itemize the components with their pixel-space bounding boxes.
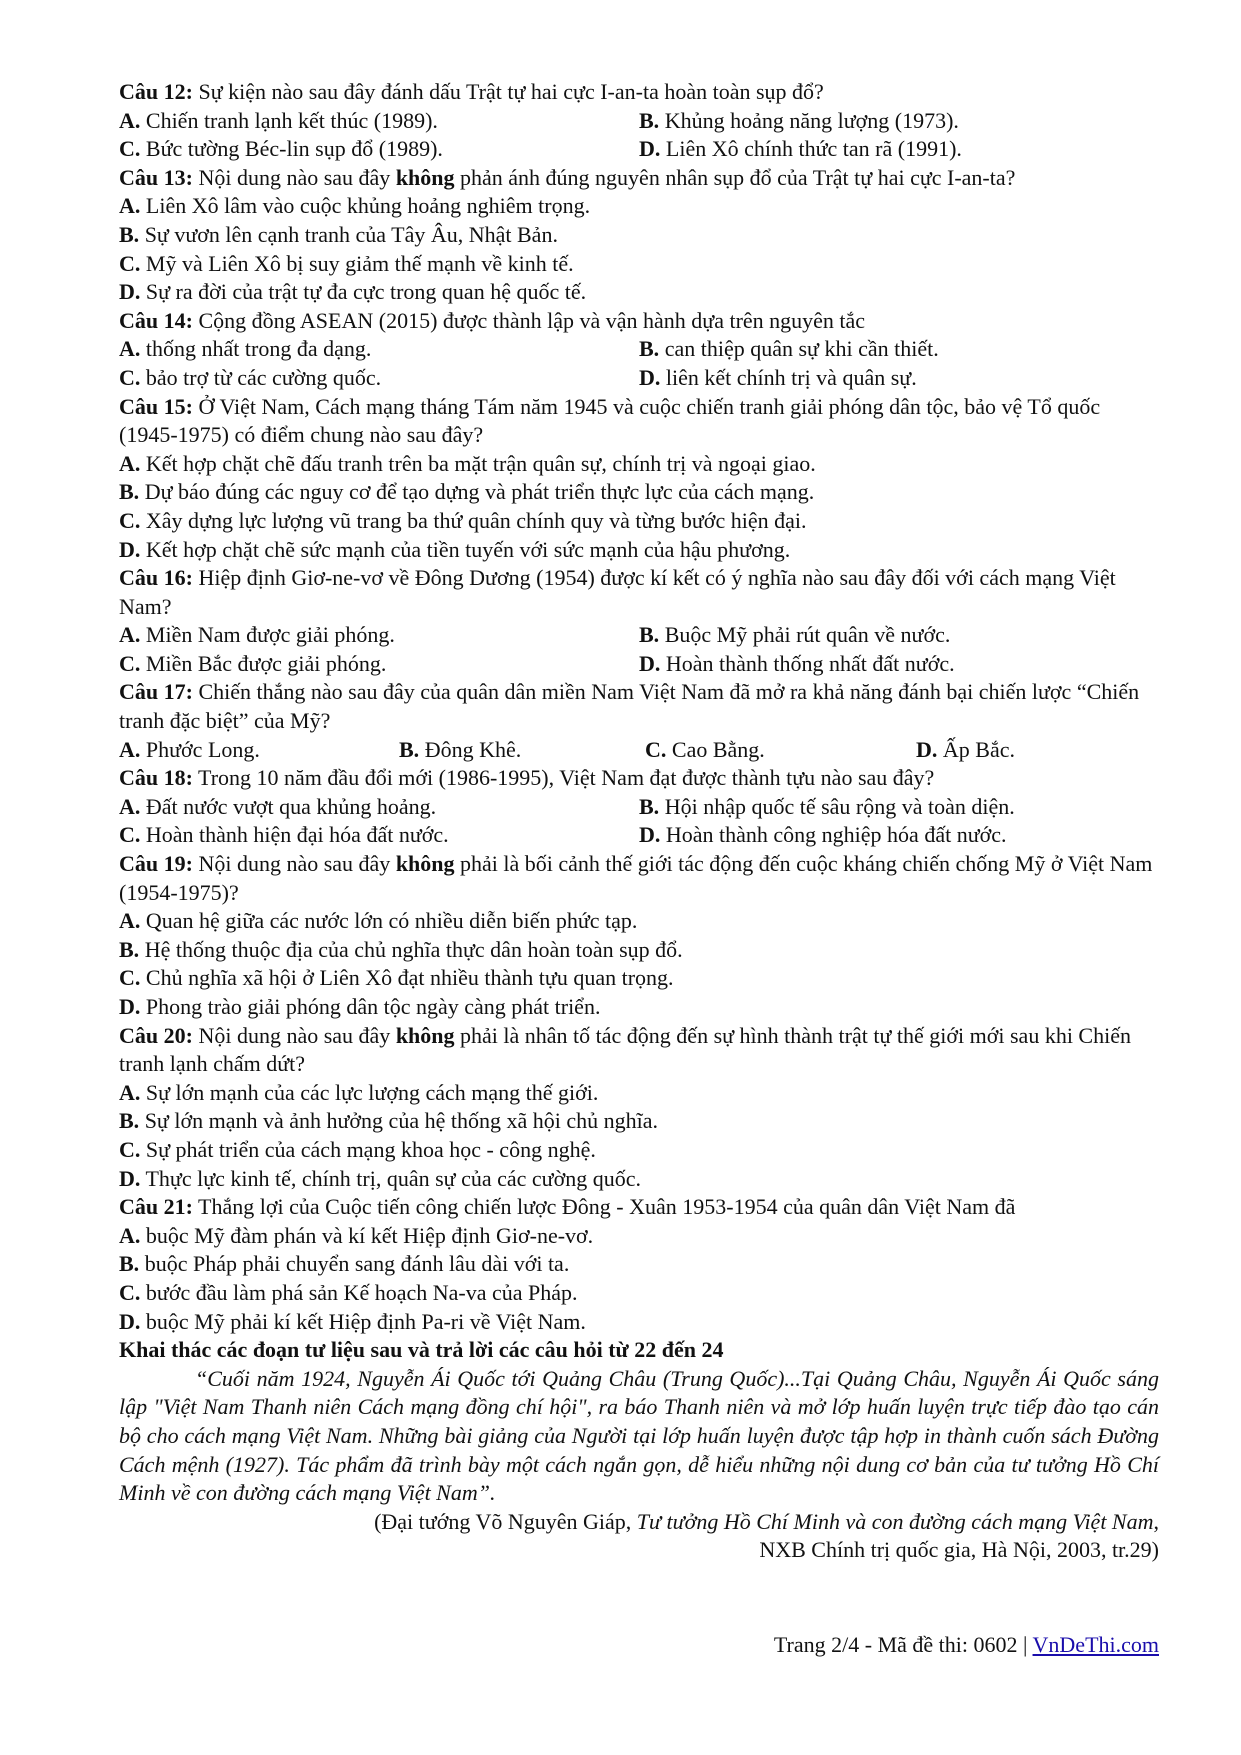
emphasis-word: không (395, 164, 455, 190)
option-label: C. (119, 507, 141, 533)
question-stem (119, 678, 1159, 735)
option-label: A. (119, 107, 141, 133)
question-number: Câu 17: (119, 679, 193, 705)
options-row (119, 793, 1159, 822)
option-label: D. (119, 279, 141, 305)
citation (119, 1508, 1159, 1565)
question-stem (119, 164, 1159, 193)
question-19 (119, 850, 1159, 1022)
option-text: Kết hợp chặt chẽ đấu tranh trên ba mặt trận quân sự, chính trị và ngoại giao. (140, 450, 816, 476)
option-a (119, 793, 639, 822)
question-number: Câu 20: (119, 1022, 193, 1048)
option-d (119, 1308, 1159, 1337)
question-text: phản ánh đúng nguyên nhân sụp đổ của Trật tự hai cực I-an-ta? (454, 164, 1016, 190)
question-text: Ở Việt Nam, Cách mạng tháng Tám năm 1945 và cuộc chiến tranh giải phóng dân tộc, bảo vệ Tổ quốc (1945-1975) có điểm chung nào sau đây? (119, 393, 1101, 448)
question-14 (119, 307, 1159, 393)
option-label: C. (119, 822, 141, 848)
footer-text: Trang 2/4 - Mã đề thi: 0602 | (773, 1632, 1033, 1657)
option-text: Thực lực kinh tế, chính trị, quân sự của các cường quốc. (140, 1165, 641, 1191)
option-label: B. (639, 336, 660, 362)
options-row (119, 135, 1159, 164)
question-number: Câu 16: (119, 565, 193, 591)
option-a (119, 1222, 1159, 1251)
question-stem (119, 850, 1159, 907)
option-text: Chủ nghĩa xã hội ở Liên Xô đạt nhiều thành tựu quan trọng. (140, 965, 674, 991)
option-text: Đất nước vượt qua khủng hoảng. (140, 793, 437, 819)
question-text: Sự kiện nào sau đây đánh dấu Trật tự hai cực I-an-ta hoàn toàn sụp đổ? (192, 79, 824, 104)
option-b (119, 1107, 1159, 1136)
option-label: A. (119, 1222, 141, 1248)
question-stem (119, 307, 1159, 336)
option-text: Bức tường Béc-lin sụp đổ (1989). (140, 136, 443, 162)
question-text: Nội dung nào sau đây (192, 164, 396, 190)
option-d (639, 821, 1159, 850)
question-13 (119, 164, 1159, 307)
citation-author: (Đại tướng Võ Nguyên Giáp, (374, 1508, 637, 1534)
option-text: Quan hệ giữa các nước lớn có nhiều diễn biến phức tạp. (140, 908, 638, 934)
option-c (119, 1136, 1159, 1165)
option-text: Miền Nam được giải phóng. (140, 622, 395, 648)
option-b (639, 793, 1159, 822)
option-a (119, 107, 639, 136)
option-label: A. (119, 908, 141, 934)
option-b (399, 736, 645, 765)
option-label: B. (119, 936, 140, 962)
option-label: C. (645, 736, 667, 762)
option-b (119, 936, 1159, 965)
option-c (119, 821, 639, 850)
option-text: buộc Pháp phải chuyển sang đánh lâu dài với ta. (139, 1251, 570, 1277)
option-text: Hoàn thành công nghiệp hóa đất nước. (660, 822, 1007, 848)
option-a (119, 907, 1159, 936)
option-label: A. (119, 336, 141, 362)
question-16 (119, 564, 1159, 678)
option-text: Ấp Bắc. (937, 736, 1015, 762)
question-text: Chiến thắng nào sau đây của quân dân miền Nam Việt Nam đã mở ra khả năng đánh bại chiến lược “Chiến tranh đặc biệt” của Mỹ? (119, 679, 1140, 734)
question-number: Câu 14: (119, 307, 193, 333)
question-21 (119, 1193, 1159, 1336)
option-label: D. (119, 1308, 141, 1334)
option-text: Mỹ và Liên Xô bị suy giảm thế mạnh về kinh tế. (140, 250, 574, 276)
option-label: B. (399, 736, 420, 762)
question-number: Câu 21: (119, 1194, 193, 1220)
option-label: D. (639, 136, 661, 162)
option-c (119, 1279, 1159, 1308)
option-b (639, 621, 1159, 650)
option-text: Cao Bằng. (666, 736, 765, 762)
option-text: Sự ra đời của trật tự đa cực trong quan hệ quốc tế. (140, 279, 587, 305)
option-label: B. (119, 221, 140, 247)
source-quote: “Cuối năm 1924, Nguyễn Ái Quốc tới Quảng Châu (Trung Quốc)...Tại Quảng Châu, Nguyễn Ái Quốc sáng lập "Việt Nam Thanh niên Cách mạng đồng chí hội", ra báo Thanh niên và mở lớp huấn luyện trực tiếp đào tạo cán bộ cho cách mạng Việt Nam. Những bài giảng của Người tại lớp huấn luyện được tập hợp in thành cuốn sách Đường Cách mệnh (1927). Tác phẩm đã trình bày một cách ngắn gọn, dễ hiểu những nội dung cơ bản của tư tưởng Hồ Chí Minh về con đường cách mạng Việt Nam”. (119, 1365, 1159, 1506)
option-label: C. (119, 1279, 141, 1305)
option-d (119, 278, 1159, 307)
option-label: B. (639, 107, 660, 133)
citation-title: Tư tưởng Hồ Chí Minh và con đường cách mạng Việt Nam (636, 1508, 1154, 1534)
option-text: Phong trào giải phóng dân tộc ngày càng phát triển. (140, 994, 601, 1019)
option-label: B. (639, 622, 660, 648)
question-number: Câu 19: (119, 851, 193, 877)
option-text: thống nhất trong đa dạng. (140, 336, 372, 362)
option-b (639, 107, 1159, 136)
question-number: Câu 12: (119, 79, 193, 104)
options-row (119, 650, 1159, 679)
options-row (119, 107, 1159, 136)
option-b (119, 1250, 1159, 1279)
option-text: Sự lớn mạnh và ảnh hưởng của hệ thống xã hội chủ nghĩa. (139, 1108, 658, 1134)
option-label: D. (639, 822, 661, 848)
option-d (916, 736, 1146, 765)
option-text: buộc Mỹ đàm phán và kí kết Hiệp định Giơ-ne-vơ. (140, 1222, 594, 1248)
option-label: B. (119, 479, 140, 505)
option-b (119, 221, 1159, 250)
option-text: buộc Mỹ phải kí kết Hiệp định Pa-ri về Việt Nam. (140, 1308, 586, 1334)
question-15 (119, 393, 1159, 565)
question-stem (119, 1022, 1159, 1079)
option-d (639, 364, 1159, 393)
question-text: phải là nhân tố tác động đến sự hình thành trật tự thế giới mới sau khi Chiến tranh lạnh chấm dứt? (119, 1022, 1131, 1077)
option-label: D. (916, 736, 938, 762)
question-stem (119, 1193, 1159, 1222)
option-label: D. (119, 994, 141, 1019)
option-text: bước đầu làm phá sản Kế hoạch Na-va của Pháp. (140, 1279, 578, 1305)
question-text: Hiệp định Giơ-ne-vơ về Đông Dương (1954) được kí kết có ý nghĩa nào sau đây đối với cách mạng Việt Nam? (119, 565, 1116, 619)
question-number: Câu 15: (119, 393, 193, 419)
option-text: Hội nhập quốc tế sâu rộng và toàn diện. (659, 793, 1015, 819)
question-number: Câu 13: (119, 164, 193, 190)
question-20 (119, 1022, 1159, 1194)
option-label: A. (119, 622, 141, 648)
question-text: phải là bối cảnh thế giới tác động đến cuộc kháng chiến chống Mỹ ở Việt Nam (1954-1975)? (119, 851, 1153, 905)
option-c (119, 135, 639, 164)
question-stem (119, 78, 1159, 107)
option-label: A. (119, 193, 141, 219)
option-d (639, 135, 1159, 164)
options-row (119, 335, 1159, 364)
option-text: Xây dựng lực lượng vũ trang ba thứ quân chính quy và từng bước hiện đại. (140, 507, 807, 533)
option-text: Hệ thống thuộc địa của chủ nghĩa thực dân hoàn toàn sụp đổ. (139, 936, 683, 962)
option-text: Liên Xô lâm vào cuộc khủng hoảng nghiêm trọng. (140, 193, 591, 219)
option-d (119, 536, 1159, 565)
option-label: D. (119, 536, 141, 562)
option-text: Đông Khê. (419, 736, 522, 762)
options-row (119, 821, 1159, 850)
option-text: Liên Xô chính thức tan rã (1991). (660, 136, 962, 162)
citation-line-2: NXB Chính trị quốc gia, Hà Nội, 2003, tr.29) (759, 1537, 1159, 1563)
question-stem (119, 564, 1159, 621)
option-label: B. (119, 1251, 140, 1277)
option-a (119, 736, 399, 765)
option-c (119, 364, 639, 393)
question-stem (119, 393, 1159, 450)
option-d (639, 650, 1159, 679)
option-label: D. (119, 1165, 141, 1191)
option-text: Sự vươn lên cạnh tranh của Tây Âu, Nhật Bản. (139, 221, 558, 247)
question-number: Câu 18: (119, 765, 193, 791)
option-text: liên kết chính trị và quân sự. (660, 364, 917, 390)
option-a (119, 335, 639, 364)
option-label: A. (119, 450, 141, 476)
option-a (119, 1079, 1159, 1108)
option-label: D. (639, 650, 661, 676)
option-label: A. (119, 793, 141, 819)
option-text: Chiến tranh lạnh kết thúc (1989). (140, 107, 438, 133)
option-label: C. (119, 250, 141, 276)
question-text: Thắng lợi của Cuộc tiến công chiến lược Đông - Xuân 1953-1954 của quân dân Việt Nam đã (192, 1194, 1016, 1220)
question-12 (119, 78, 1159, 164)
option-d (119, 993, 1159, 1022)
question-18 (119, 764, 1159, 850)
option-a (119, 621, 639, 650)
option-c (119, 507, 1159, 536)
option-label: C. (119, 364, 141, 390)
question-text: Cộng đồng ASEAN (2015) được thành lập và vận hành dựa trên nguyên tắc (192, 307, 866, 333)
option-b (119, 478, 1159, 507)
option-label: B. (639, 793, 660, 819)
option-c (119, 650, 639, 679)
citation-line-1 (119, 1508, 1159, 1537)
option-text: Khủng hoảng năng lượng (1973). (659, 107, 959, 133)
option-a (119, 450, 1159, 479)
option-text: Hoàn thành hiện đại hóa đất nước. (140, 822, 449, 848)
options-row (119, 736, 1159, 765)
option-label: D. (639, 364, 661, 390)
option-text: Sự lớn mạnh của các lực lượng cách mạng thế giới. (140, 1079, 599, 1105)
question-17 (119, 678, 1159, 764)
option-c (119, 964, 1159, 993)
footer-link[interactable]: VnDeThi.com (1032, 1632, 1159, 1657)
page-footer (774, 1632, 1159, 1658)
option-c (119, 250, 1159, 279)
options-row (119, 621, 1159, 650)
option-a (119, 192, 1159, 221)
option-label: B. (119, 1108, 140, 1134)
option-label: C. (119, 965, 141, 991)
section-heading: Khai thác các đoạn tư liệu sau và trả lời các câu hỏi từ 22 đến 24 (119, 1337, 724, 1363)
option-label: A. (119, 1079, 141, 1105)
emphasis-word: không (395, 851, 455, 877)
question-stem (119, 764, 1159, 793)
option-text: Sự phát triển của cách mạng khoa học - công nghệ. (140, 1136, 596, 1162)
option-text: can thiệp quân sự khi cần thiết. (659, 336, 939, 362)
citation-punct: , (1153, 1508, 1159, 1534)
option-text: Dự báo đúng các nguy cơ để tạo dựng và phát triển thực lực của cách mạng. (139, 479, 815, 505)
option-label: A. (119, 736, 141, 762)
option-label: C. (119, 1136, 141, 1162)
emphasis-word: không (395, 1022, 455, 1048)
option-text: Kết hợp chặt chẽ sức mạnh của tiền tuyến với sức mạnh của hậu phương. (140, 536, 791, 562)
options-row (119, 364, 1159, 393)
option-label: C. (119, 136, 141, 162)
option-text: Phước Long. (140, 736, 260, 762)
question-text: Nội dung nào sau đây (192, 1022, 396, 1048)
exam-page (119, 78, 1159, 1565)
option-text: Hoàn thành thống nhất đất nước. (660, 650, 955, 676)
option-text: Buộc Mỹ phải rút quân về nước. (659, 622, 951, 648)
option-d (119, 1165, 1159, 1194)
option-c (645, 736, 916, 765)
option-label: C. (119, 650, 141, 676)
question-text: Trong 10 năm đầu đổi mới (1986-1995), Việt Nam đạt được thành tựu nào sau đây? (192, 765, 935, 791)
option-b (639, 335, 1159, 364)
option-text: Miền Bắc được giải phóng. (140, 650, 387, 676)
question-text: Nội dung nào sau đây (192, 851, 396, 877)
option-text: bảo trợ từ các cường quốc. (140, 364, 382, 390)
